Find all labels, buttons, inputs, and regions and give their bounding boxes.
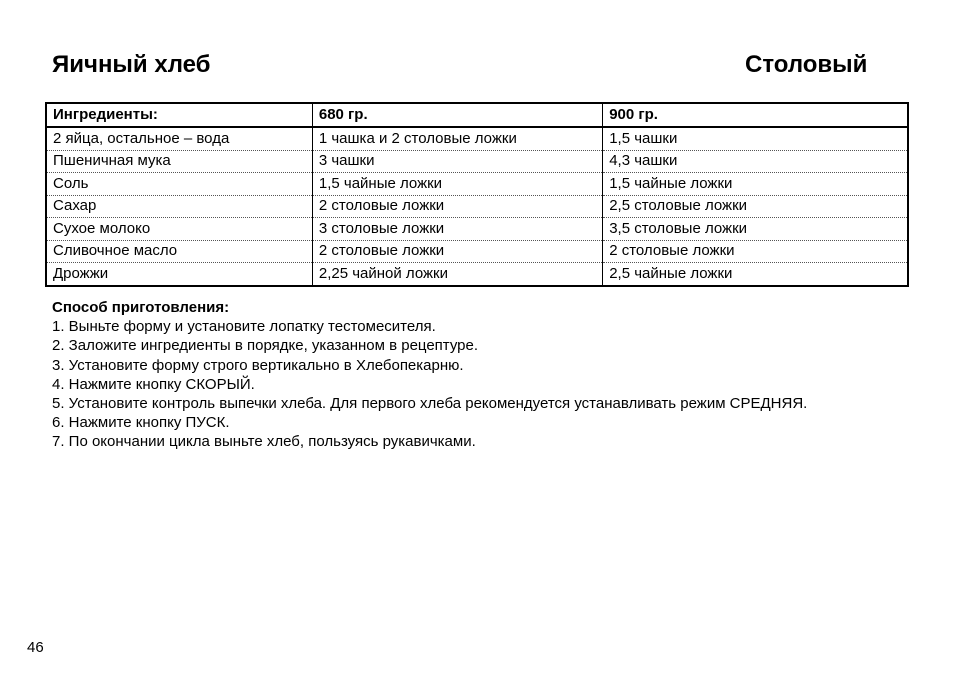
page-title: Яичный хлеб bbox=[52, 51, 211, 78]
amount-900-cell: 2,5 столовые ложки bbox=[603, 195, 908, 218]
ingredients-table bbox=[45, 102, 909, 287]
amount-900-cell: 1,5 чашки bbox=[603, 127, 908, 150]
table-row bbox=[46, 263, 908, 286]
table-row bbox=[46, 240, 908, 263]
method-step: 4. Нажмите кнопку СКОРЫЙ. bbox=[52, 375, 255, 393]
column-header-900g: 900 гр. bbox=[603, 103, 908, 127]
method-step: 7. По окончании цикла выньте хлеб, пользуясь рукавичками. bbox=[52, 433, 476, 451]
amount-680-cell: 2 столовые ложки bbox=[312, 240, 602, 263]
amount-680-cell: 1,5 чайные ложки bbox=[312, 173, 602, 196]
amount-680-cell: 1 чашка и 2 столовые ложки bbox=[312, 127, 602, 150]
amount-680-cell: 3 столовые ложки bbox=[312, 218, 602, 241]
method-heading: Способ приготовления: bbox=[52, 299, 230, 316]
table-row bbox=[46, 218, 908, 241]
method-step: 3. Установите форму строго вертикально в Хлебопекарню. bbox=[52, 356, 464, 374]
amount-680-cell: 3 чашки bbox=[312, 150, 602, 173]
amount-900-cell: 2,5 чайные ложки bbox=[603, 263, 908, 286]
method-step: 6. Нажмите кнопку ПУСК. bbox=[52, 414, 230, 432]
ingredient-cell: Сахар bbox=[46, 195, 312, 218]
amount-900-cell: 4,3 чашки bbox=[603, 150, 908, 173]
amount-680-cell: 2,25 чайной ложки bbox=[312, 263, 602, 286]
ingredient-cell: Сухое молоко bbox=[46, 218, 312, 241]
ingredient-cell: Соль bbox=[46, 173, 312, 196]
method-step: 2. Заложите ингредиенты в порядке, указанном в рецептуре. bbox=[52, 337, 479, 355]
section-title: Столовый bbox=[745, 51, 868, 78]
table-row bbox=[46, 173, 908, 196]
amount-900-cell: 1,5 чайные ложки bbox=[603, 173, 908, 196]
ingredient-cell: Дрожжи bbox=[46, 263, 312, 286]
ingredient-cell: Сливочное масло bbox=[46, 240, 312, 263]
ingredient-cell: Пшеничная мука bbox=[46, 150, 312, 173]
amount-680-cell: 2 столовые ложки bbox=[312, 195, 602, 218]
table-row bbox=[46, 150, 908, 173]
column-header-680g: 680 гр. bbox=[312, 103, 602, 127]
preparation-method bbox=[52, 298, 932, 452]
table-header-row bbox=[46, 103, 908, 127]
method-step: 1. Выньте форму и установите лопатку тестомесителя. bbox=[52, 318, 436, 336]
page-number: 46 bbox=[27, 639, 44, 656]
amount-900-cell: 2 столовые ложки bbox=[603, 240, 908, 263]
amount-900-cell: 3,5 столовые ложки bbox=[603, 218, 908, 241]
ingredient-cell: 2 яйца, остальное – вода bbox=[46, 127, 312, 150]
table-row bbox=[46, 127, 908, 150]
column-header-ingredients: Ингредиенты: bbox=[46, 103, 312, 127]
method-step: 5. Установите контроль выпечки хлеба. Для первого хлеба рекомендуется устанавливать режим СРЕДНЯЯ. bbox=[52, 395, 808, 413]
table-row bbox=[46, 195, 908, 218]
